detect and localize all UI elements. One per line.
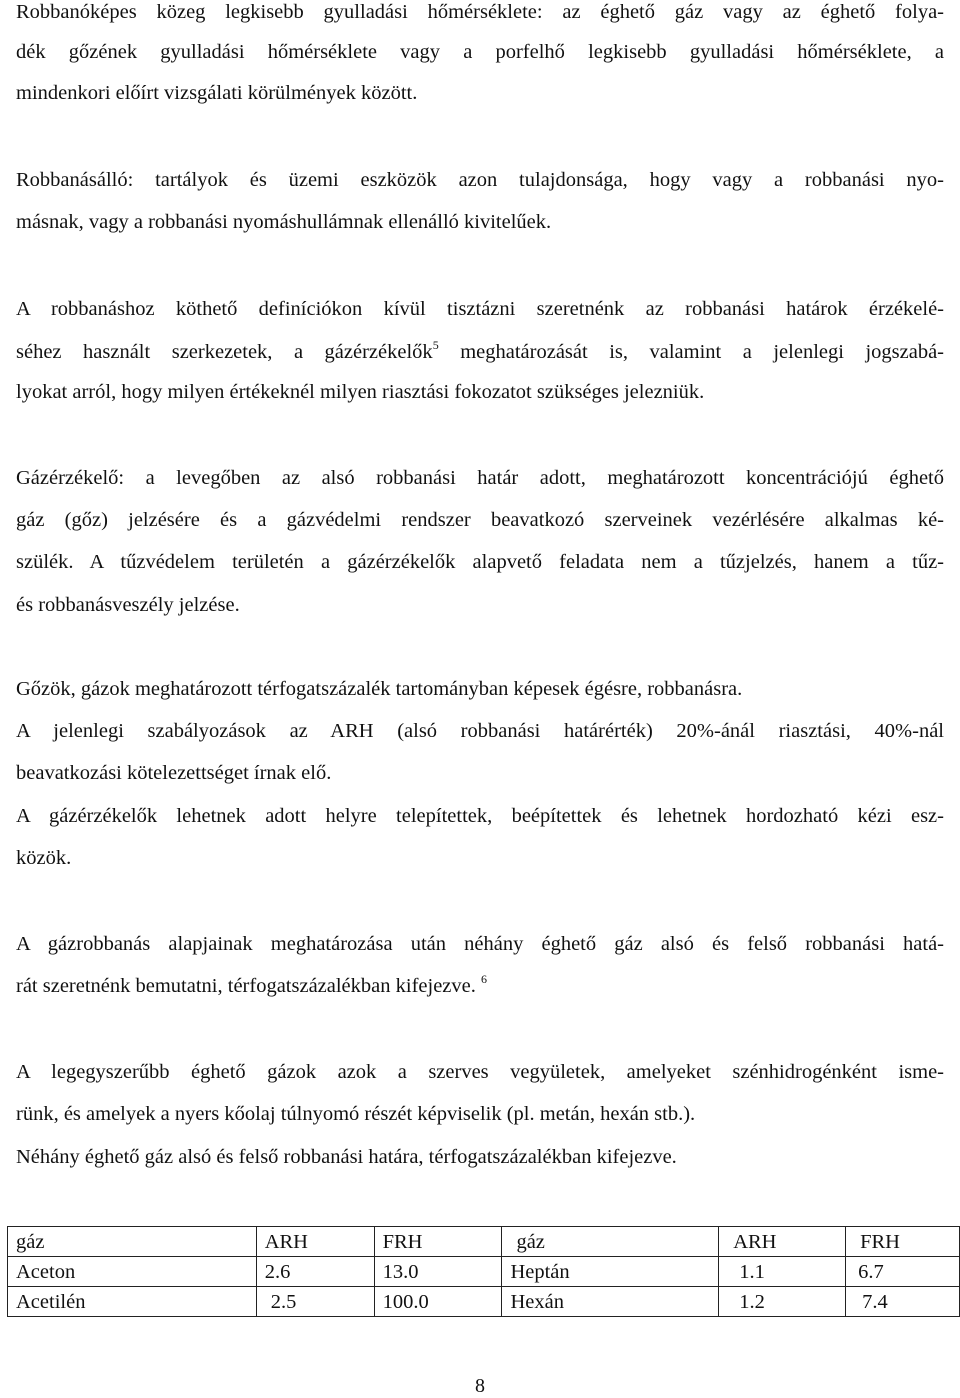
table-cell: 13.0	[374, 1257, 502, 1287]
paragraph-3-line-2	[16, 340, 944, 364]
paragraph-5-line-2: A jelenlegi szabályozások az ARH (alsó robbanási határérték) 20%-ánál riasztási, 40%-nál	[16, 720, 944, 742]
paragraph-3-line-3: lyokat arról, hogy milyen értékeknél milyen riasztási fokozatot szükséges jelezniük.	[16, 381, 705, 403]
paragraph-1-line-3: mindenkori előírt vizsgálati körülmények között.	[16, 82, 418, 104]
table-cell: Aceton	[8, 1257, 257, 1287]
table-header-cell: ARH	[256, 1227, 374, 1257]
table-header-row	[8, 1227, 960, 1257]
paragraph-7-line-1: A legegyszerűbb éghető gázok azok a szerves vegyületek, amelyeket szénhidrogénként isme-	[16, 1061, 944, 1083]
table-row	[8, 1287, 960, 1317]
table-cell: 1.1	[719, 1257, 846, 1287]
paragraph-7-line-3: Néhány éghető gáz alsó és felső robbanási határa, térfogatszázalékban kifejezve.	[16, 1146, 677, 1168]
table-cell: 2.5	[256, 1287, 374, 1317]
paragraph-3-line-2-text-b: meghatározását is, valamint a jelenlegi jogszabá-	[438, 341, 944, 363]
paragraph-5-line-5: közök.	[16, 847, 72, 869]
paragraph-5-line-4: A gázérzékelők lehetnek adott helyre telepítettek, beépítettek és lehetnek hordozható kézi esz-	[16, 805, 944, 827]
paragraph-4-line-3: szülék. A tűzvédelem területén a gázérzékelők alapvető feladata nem a tűzjelzés, hanem a tűz-	[16, 551, 944, 573]
paragraph-3-line-1: A robbanáshoz köthető definíciókon kívül tisztázni szeretnénk az robbanási határok érzékelé-	[16, 298, 944, 320]
table-cell: 7.4	[846, 1287, 960, 1317]
paragraph-7-line-2: rünk, és amelyek a nyers kőolaj túlnyomó részét képviselik (pl. metán, hexán stb.).	[16, 1103, 696, 1125]
table-header-cell: ARH	[719, 1227, 846, 1257]
paragraph-6-line-2-text: rát szeretnénk bemutatni, térfogatszázalékban kifejezve.	[16, 975, 481, 997]
paragraph-1-line-1: Robbanóképes közeg legkisebb gyulladási hőmérséklete: az éghető gáz vagy az éghető folya-	[16, 1, 944, 23]
paragraph-3-line-2-text-a: séhez használt szerkezetek, a gázérzékelők	[16, 341, 433, 363]
paragraph-6-line-1: A gázrobbanás alapjainak meghatározása után néhány éghető gáz alsó és felső robbanási hatá-	[16, 933, 944, 955]
table-cell: 6.7	[846, 1257, 960, 1287]
table-cell: 1.2	[719, 1287, 846, 1317]
table-cell: Heptán	[502, 1257, 719, 1287]
footnote-ref-6: 6	[481, 972, 487, 986]
table-header-cell: gáz	[8, 1227, 257, 1257]
table-cell: Acetilén	[8, 1287, 257, 1317]
table-cell: 2.6	[256, 1257, 374, 1287]
table-header-cell: gáz	[502, 1227, 719, 1257]
page-number: 8	[475, 1375, 485, 1397]
paragraph-4-line-1: Gázérzékelő: a levegőben az alsó robbanási határ adott, meghatározott koncentrációjú éghető	[16, 467, 944, 489]
paragraph-2-line-2: másnak, vagy a robbanási nyomáshullámnak ellenálló kivitelűek.	[16, 211, 552, 233]
paragraph-1-line-2: dék gőzének gyulladási hőmérséklete vagy a porfelhő legkisebb gyulladási hőmérséklete, a	[16, 41, 944, 63]
paragraph-2-line-1: Robbanásálló: tartályok és üzemi eszközök azon tulajdonsága, hogy vagy a robbanási nyo-	[16, 169, 944, 191]
table-header-cell: FRH	[374, 1227, 502, 1257]
table-cell: Hexán	[502, 1287, 719, 1317]
table-cell: 100.0	[374, 1287, 502, 1317]
table-header-cell: FRH	[846, 1227, 960, 1257]
paragraph-5-line-3: beavatkozási kötelezettséget írnak elő.	[16, 762, 332, 784]
table-row	[8, 1257, 960, 1287]
paragraph-5-line-1: Gőzök, gázok meghatározott térfogatszázalék tartományban képesek égésre, robbanásra.	[16, 678, 743, 700]
paragraph-4-line-2: gáz (gőz) jelzésére és a gázvédelmi rendszer beavatkozó szerveinek vezérlésére alkalmas ké-	[16, 509, 944, 531]
paragraph-4-line-4: és robbanásveszély jelzése.	[16, 594, 240, 616]
paragraph-6-line-2	[16, 974, 944, 998]
explosion-limits-table	[7, 1226, 960, 1317]
footnote-ref-5: 5	[432, 338, 439, 352]
